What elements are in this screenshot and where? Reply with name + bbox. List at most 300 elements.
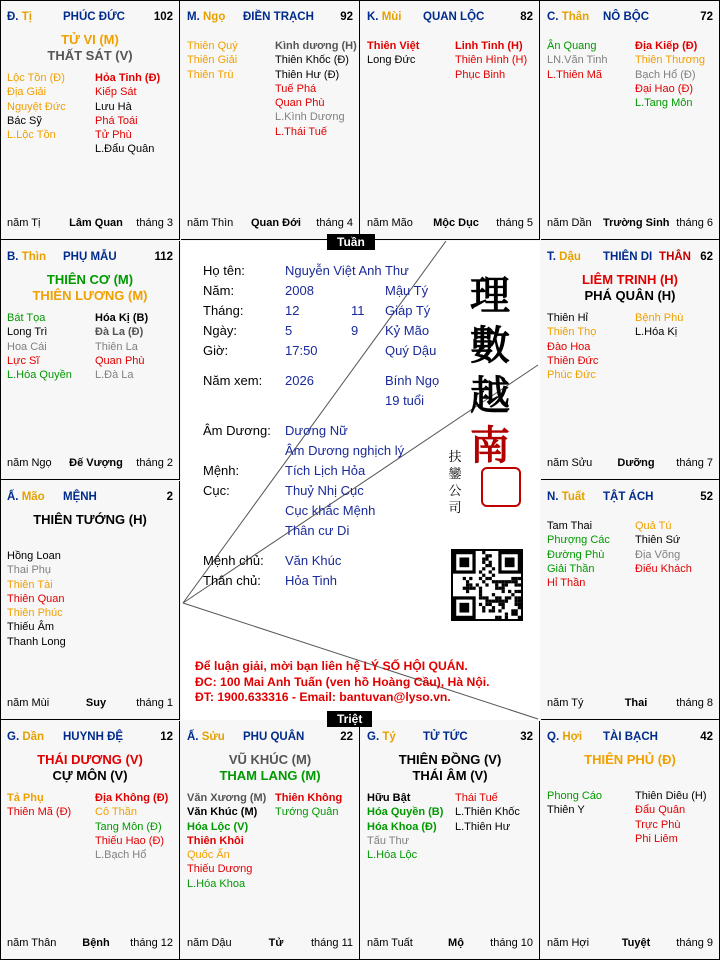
palace-branch — [547, 11, 589, 23]
footer-stage: Thai — [624, 697, 648, 709]
minor-star: Thiên Việt — [367, 40, 420, 52]
tuan-tag: Tuần — [327, 234, 375, 250]
calli-small-3: 公 — [448, 484, 462, 499]
branch-name: Mùi — [381, 11, 402, 23]
footer-year: năm Mùi — [7, 697, 50, 709]
nam-can: Mậu Tý — [385, 283, 429, 298]
major-star: THÁI ÂM (V) — [412, 768, 488, 783]
branch-prefix: G. — [7, 731, 20, 743]
ngay-can: Kỷ Mão — [385, 323, 430, 338]
minor-star: Văn Xương (M) — [187, 792, 267, 804]
footer-year: năm Sửu — [547, 457, 593, 469]
palace-ty — [361, 721, 540, 960]
palace-number: 92 — [340, 11, 353, 23]
gio-label: Giờ: — [203, 343, 229, 358]
footer-month: tháng 7 — [676, 457, 713, 469]
footer-year: năm Ngọ — [7, 457, 52, 469]
palace-header — [547, 11, 713, 27]
minor-star: Tả Phụ — [7, 792, 44, 804]
minor-star: Lực Sĩ — [7, 354, 40, 367]
palace-number: 2 — [166, 491, 173, 503]
minor-star: Thiên Trù — [187, 68, 234, 81]
footer-stage: Quan Đới — [251, 217, 301, 229]
calli-small-2: 鑾 — [448, 467, 462, 482]
minor-right-col — [635, 789, 719, 846]
palace-footer — [547, 457, 713, 471]
palace-branch — [7, 11, 32, 23]
amduong-1: Dương Nữ — [285, 423, 348, 438]
minor-star: Thiên Sứ — [635, 534, 681, 547]
major-stars — [1, 272, 179, 304]
minor-star: L.Kình Dương — [275, 111, 345, 124]
palace-branch — [7, 731, 44, 743]
thang-am: 11 — [351, 303, 365, 318]
gio-val: 17:50 — [285, 343, 318, 358]
amduong-label: Âm Dương: — [203, 423, 271, 438]
palace-suu — [181, 721, 360, 960]
major-stars — [361, 752, 539, 784]
minor-star: Thiếu Âm — [7, 621, 55, 634]
minor-right-col — [95, 791, 179, 862]
branch-prefix: K. — [367, 11, 379, 23]
minor-star: Lộc Tồn (Đ) — [7, 72, 65, 84]
minor-right-col — [635, 311, 719, 340]
cuc-3: Thân cư Di — [285, 523, 350, 538]
major-star: THIÊN TƯỚNG (H) — [33, 512, 147, 527]
minor-right-col — [455, 39, 539, 82]
major-stars — [181, 752, 359, 784]
minor-star: Địa Không (Đ) — [95, 792, 169, 804]
major-star: THIÊN LƯƠNG (M) — [32, 288, 148, 303]
footer-stage: Trường Sinh — [603, 217, 670, 229]
menhchu-label: Mệnh chủ: — [203, 553, 264, 568]
minor-star: Thiên Y — [547, 804, 585, 817]
palace-name: PHỤ MẪU — [63, 251, 117, 263]
thang-label: Tháng: — [203, 303, 244, 318]
minor-star: Ân Quang — [547, 40, 597, 52]
branch-prefix: B. — [7, 251, 19, 263]
minor-star: Hữu Bật — [367, 792, 411, 804]
cuc-label: Cục: — [203, 483, 230, 498]
minor-left-col — [367, 39, 451, 68]
palace-number: 62 — [700, 251, 713, 263]
thang-can: Giáp Tý — [385, 303, 431, 318]
menh: Tích Lịch Hỏa — [285, 463, 366, 478]
palace-header — [187, 731, 353, 747]
minor-star: Thiên Giải — [187, 54, 238, 67]
branch-prefix: Ấ. — [7, 491, 19, 503]
minor-star: Thiên Hình (H) — [455, 54, 528, 67]
minor-left-col — [187, 791, 271, 891]
minor-star: Phục Binh — [455, 68, 506, 81]
palace-dan — [1, 721, 180, 960]
minor-star: Thiên Mã (Đ) — [7, 806, 72, 819]
minor-star: Hồng Loan — [7, 550, 61, 562]
minor-star: L.Đẩu Quân — [95, 143, 155, 156]
palace-header — [187, 11, 353, 27]
major-stars — [541, 272, 719, 304]
branch-name: Tý — [382, 731, 396, 743]
namxem-label: Năm xem: — [203, 373, 263, 388]
minor-star: Hỉ Thần — [547, 577, 586, 590]
ho-ten-label: Họ tên: — [203, 263, 245, 278]
minor-right-col — [95, 311, 179, 382]
minor-star: Bát Tọa — [7, 312, 46, 324]
palace-thin — [1, 241, 180, 480]
palace-ngo — [181, 1, 360, 240]
palace-header — [367, 731, 533, 747]
palace-footer — [7, 457, 173, 471]
palace-number: 52 — [700, 491, 713, 503]
branch-name: Thìn — [21, 251, 46, 263]
footer-month: tháng 2 — [136, 457, 173, 469]
cuc-1: Thuỷ Nhị Cục — [285, 483, 364, 498]
minor-star: Kình dương (H) — [275, 40, 357, 52]
minor-left-col — [187, 39, 271, 82]
palace-number: 12 — [160, 731, 173, 743]
palace-number: 72 — [700, 11, 713, 23]
palace-footer — [187, 937, 353, 951]
palace-number: 42 — [700, 731, 713, 743]
major-star: TỬ VI (M) — [61, 32, 119, 47]
minor-star: Đường Phù — [547, 548, 605, 561]
calli-char-2: 數 — [470, 322, 510, 369]
palace-footer — [547, 217, 713, 231]
minor-star: Thiên La — [95, 340, 138, 353]
thanchu: Hỏa Tinh — [285, 573, 338, 588]
minor-star: L.Lộc Tồn — [7, 129, 56, 142]
palace-dau — [541, 241, 720, 480]
footer-year: năm Tuất — [367, 937, 413, 949]
minor-star: Đẩu Quân — [635, 804, 686, 817]
minor-star: Hóa Kị (B) — [95, 312, 149, 324]
footer-month: tháng 4 — [316, 217, 353, 229]
footer-month: tháng 11 — [310, 937, 353, 949]
center-info-panel — [181, 241, 540, 720]
palace-header — [7, 251, 173, 267]
minor-star: L.Tang Môn — [635, 97, 693, 110]
menhchu: Văn Khúc — [285, 553, 342, 568]
minor-star: Hỏa Tinh (Đ) — [95, 72, 161, 84]
minor-star: Tang Môn (Đ) — [95, 820, 162, 833]
palace-name: TỬ TỨC — [423, 731, 468, 743]
minor-star: L.Hóa Khoa — [187, 877, 246, 890]
nam-val: 2008 — [285, 283, 314, 298]
minor-star: Phúc Đức — [547, 369, 596, 382]
minor-star: Hoa Cái — [7, 340, 47, 353]
footer-year: năm Thìn — [187, 217, 234, 229]
minor-star: Thiên Tài — [7, 578, 53, 591]
minor-star: Long Đức — [367, 54, 416, 67]
calli-small-4: 司 — [448, 501, 462, 516]
minor-star: Thiên Thọ — [547, 326, 597, 339]
calli-small — [447, 449, 463, 517]
palace-than — [541, 1, 720, 240]
minor-star: L.Đà La — [95, 369, 134, 382]
minor-star: Phá Toái — [95, 114, 138, 127]
minor-left-col — [547, 39, 631, 82]
palace-branch — [547, 731, 582, 743]
minor-star: Đà La (Đ) — [95, 326, 144, 339]
branch-name: Hợi — [562, 731, 583, 743]
palace-number: 32 — [520, 731, 533, 743]
footer-month: tháng 1 — [136, 697, 173, 709]
minor-star: Tướng Quân — [275, 806, 339, 819]
branch-prefix: N. — [547, 491, 559, 503]
footer-stage: Lâm Quan — [69, 217, 123, 229]
minor-star: L.Hóa Lộc — [367, 849, 418, 862]
palace-branch — [547, 491, 585, 503]
palace-footer — [547, 697, 713, 711]
minor-left-col — [7, 549, 91, 649]
minor-star: Cô Thần — [95, 806, 137, 819]
branch-prefix: Ấ. — [187, 731, 199, 743]
minor-star: Đào Hoa — [547, 340, 591, 353]
major-stars — [541, 752, 719, 768]
minor-star: Giải Thần — [547, 562, 595, 575]
minor-left-col — [7, 71, 91, 142]
branch-prefix: Q. — [547, 731, 560, 743]
footer-stage: Suy — [85, 697, 107, 709]
footer-year: năm Dần — [547, 217, 592, 229]
minor-star: Bác Sỹ — [7, 114, 42, 127]
minor-left-col — [547, 519, 631, 590]
footer-stage: Mộ — [448, 937, 464, 949]
namxem-val: 2026 — [285, 373, 314, 388]
palace-branch — [187, 11, 225, 23]
major-star: THAM LANG (M) — [219, 768, 321, 783]
footer-year: năm Tý — [547, 697, 584, 709]
minor-star: Hóa Khoa (Đ) — [367, 820, 437, 833]
major-star: VŨ KHÚC (M) — [228, 752, 312, 767]
major-star: CỰ MÔN (V) — [52, 768, 128, 783]
major-star: THIÊN ĐỒNG (V) — [398, 752, 502, 767]
footer-stage: Tuyệt — [621, 937, 651, 949]
red-seal-stamp — [481, 467, 521, 507]
ngay-am: 9 — [351, 323, 359, 338]
branch-name: Tuất — [561, 491, 586, 503]
minor-star: Kiếp Sát — [95, 86, 137, 99]
minor-star: L.Thiên Khốc — [455, 806, 520, 819]
minor-star: Tuế Phá — [275, 82, 317, 95]
minor-star: Nguyệt Đức — [7, 100, 66, 113]
palace-name: PHU QUÂN — [243, 731, 305, 743]
contact-line-1: Để luận giải, mời bạn liên hệ LÝ SỐ HỘI QUÁN. — [195, 659, 468, 673]
palace-header — [547, 251, 713, 267]
palace-name: THIÊN DI — [603, 251, 653, 263]
major-stars — [1, 752, 179, 784]
major-star: THIÊN PHỦ (Đ) — [584, 752, 676, 767]
minor-star: Văn Khúc (M) — [187, 806, 258, 819]
minor-star: Thái Tuế — [455, 792, 498, 804]
minor-left-col — [547, 789, 631, 818]
footer-year: năm Tị — [7, 217, 41, 229]
footer-month: tháng 12 — [130, 937, 173, 949]
palace-header — [547, 491, 713, 507]
minor-star: L.Thiên Mã — [547, 68, 603, 81]
major-stars — [1, 32, 179, 64]
palace-header — [7, 491, 173, 507]
minor-star: Hóa Quyền (B) — [367, 806, 444, 819]
minor-star: Tam Thai — [547, 520, 593, 532]
palace-hoi — [541, 721, 720, 960]
gio-can: Quý Dậu — [385, 343, 437, 358]
contact-block — [195, 659, 535, 706]
palace-name: MỆNH — [63, 491, 97, 503]
minor-star: L.Hóa Kị — [635, 326, 678, 339]
ho-ten: Nguyễn Việt Anh Thư — [285, 263, 409, 278]
tuoi: 19 tuổi — [385, 393, 425, 408]
minor-right-col — [95, 71, 179, 157]
minor-star: Tử Phù — [95, 129, 132, 142]
minor-star: Quan Phù — [95, 354, 145, 367]
minor-star: Thiên Phúc — [7, 607, 63, 620]
footer-stage: Đế Vượng — [69, 457, 123, 469]
footer-stage: Tử — [268, 937, 284, 949]
palace-header — [367, 11, 533, 27]
minor-right-col — [635, 39, 719, 110]
palace-header — [547, 731, 713, 747]
minor-star: Long Trì — [7, 326, 48, 339]
branch-name: Ngọ — [202, 11, 226, 23]
palace-name: QUAN LỘC — [423, 11, 485, 23]
minor-star: Thiên Hỉ — [547, 312, 588, 324]
major-star: THÁI DƯƠNG (V) — [37, 752, 143, 767]
calligraphy-logo — [463, 271, 517, 471]
major-star: THIÊN CƠ (M) — [46, 272, 134, 287]
minor-star: Địa Kiếp (Đ) — [635, 40, 698, 52]
footer-stage: Bệnh — [82, 937, 110, 949]
ngay-label: Ngày: — [203, 323, 237, 338]
branch-prefix: Đ. — [7, 11, 19, 23]
calli-small-1: 扶 — [448, 450, 462, 465]
footer-year: năm Dậu — [187, 937, 232, 949]
palace-branch — [367, 11, 402, 23]
than-marker: THÂN — [659, 251, 691, 263]
minor-star: Đại Hao (Đ) — [635, 82, 694, 95]
minor-star: Quốc Ấn — [187, 849, 230, 862]
minor-star: L.Hóa Quyền — [7, 369, 72, 382]
palace-name: PHÚC ĐỨC — [63, 11, 125, 23]
minor-star: Điếu Khách — [635, 562, 692, 575]
minor-right-col — [635, 519, 719, 576]
minor-star: Thiên Hư (Đ) — [275, 68, 340, 81]
thanchu-label: Thân chủ: — [203, 573, 261, 588]
major-star: LIÊM TRINH (H) — [581, 272, 679, 287]
minor-star: Địa Võng — [635, 548, 681, 561]
branch-name: Mão — [21, 491, 45, 503]
minor-star: Thiên Thương — [635, 54, 706, 67]
minor-star: Phong Cáo — [547, 790, 603, 802]
footer-month: tháng 6 — [676, 217, 713, 229]
minor-star: Tấu Thư — [367, 834, 410, 847]
branch-name: Dậu — [559, 251, 581, 263]
minor-star: Thiên Đức — [547, 354, 599, 367]
minor-star: Thiên Diêu (H) — [635, 790, 707, 802]
footer-month: tháng 10 — [490, 937, 533, 949]
minor-star: Thiếu Dương — [187, 863, 253, 876]
palace-footer — [187, 217, 353, 231]
minor-star: Thai Phụ — [7, 564, 52, 577]
palace-footer — [7, 697, 173, 711]
palace-footer — [7, 937, 173, 951]
minor-left-col — [547, 311, 631, 382]
palace-number: 22 — [340, 731, 353, 743]
branch-name: Tị — [21, 11, 32, 23]
minor-star: Thiên Quý — [187, 40, 238, 52]
minor-star: Thiếu Hao (Đ) — [95, 834, 165, 847]
minor-star: Thiên Khôi — [187, 834, 244, 847]
minor-star: Trực Phù — [635, 818, 681, 831]
contact-line-3: ĐT: 1900.633316 - Email: bantuvan@lyso.vn. — [195, 690, 451, 704]
branch-prefix: C. — [547, 11, 559, 23]
minor-star: Quả Tú — [635, 520, 672, 532]
palace-name: TẬT ÁCH — [603, 491, 654, 503]
namxem-can: Bính Ngọ — [385, 373, 440, 388]
minor-star: Bệnh Phù — [635, 312, 684, 324]
minor-star: Thiên Quan — [7, 592, 65, 605]
major-stars — [1, 512, 179, 528]
palace-mao — [1, 481, 180, 720]
minor-star: Thanh Long — [7, 635, 66, 648]
minor-star: Thiên Khốc (Đ) — [275, 54, 349, 67]
minor-star: Linh Tinh (H) — [455, 40, 523, 52]
cuc-2: Cục khắc Mệnh — [285, 503, 376, 518]
minor-star: Địa Giải — [7, 86, 47, 99]
minor-star: Hóa Lộc (V) — [187, 820, 249, 833]
minor-right-col — [275, 39, 359, 139]
minor-star: LN.Văn Tinh — [547, 54, 608, 67]
palace-header — [7, 731, 173, 747]
palace-number: 82 — [520, 11, 533, 23]
palace-name: ĐIỀN TRẠCH — [243, 11, 314, 23]
palace-footer — [7, 217, 173, 231]
footer-year: năm Hợi — [547, 937, 590, 949]
footer-year: năm Mão — [367, 217, 413, 229]
palace-number: 112 — [154, 251, 173, 263]
palace-mui — [361, 1, 540, 240]
footer-year: năm Thân — [7, 937, 57, 949]
nam-label: Năm: — [203, 283, 235, 298]
branch-name: Sửu — [201, 731, 225, 743]
qr-code[interactable] — [451, 549, 523, 621]
branch-prefix: T. — [547, 251, 556, 263]
minor-star: L.Thái Tuế — [275, 125, 327, 138]
minor-right-col — [455, 791, 539, 834]
palace-name: TÀI BẠCH — [603, 731, 658, 743]
minor-star: Bạch Hổ (Đ) — [635, 68, 696, 81]
footer-stage: Mộc Dục — [433, 217, 479, 229]
palace-tuat — [541, 481, 720, 720]
palace-name: NÔ BỘC — [603, 11, 649, 23]
calli-char-3: 越 — [470, 372, 510, 419]
palace-name: HUYNH ĐỆ — [63, 731, 124, 743]
footer-month: tháng 3 — [136, 217, 173, 229]
palace-ti — [1, 1, 180, 240]
palace-branch — [187, 731, 225, 743]
branch-name: Thân — [561, 11, 590, 23]
ngay-val: 5 — [285, 323, 293, 338]
amduong-2: Âm Dương nghịch lý — [285, 443, 405, 458]
major-star: THẤT SÁT (V) — [47, 48, 133, 63]
branch-prefix: G. — [367, 731, 380, 743]
palace-branch — [7, 251, 46, 263]
thang-val: 12 — [285, 303, 300, 318]
minor-star: Phượng Các — [547, 534, 610, 547]
calli-char-4: 南 — [470, 422, 510, 469]
footer-stage: Dưỡng — [617, 457, 655, 469]
palace-footer — [547, 937, 713, 951]
